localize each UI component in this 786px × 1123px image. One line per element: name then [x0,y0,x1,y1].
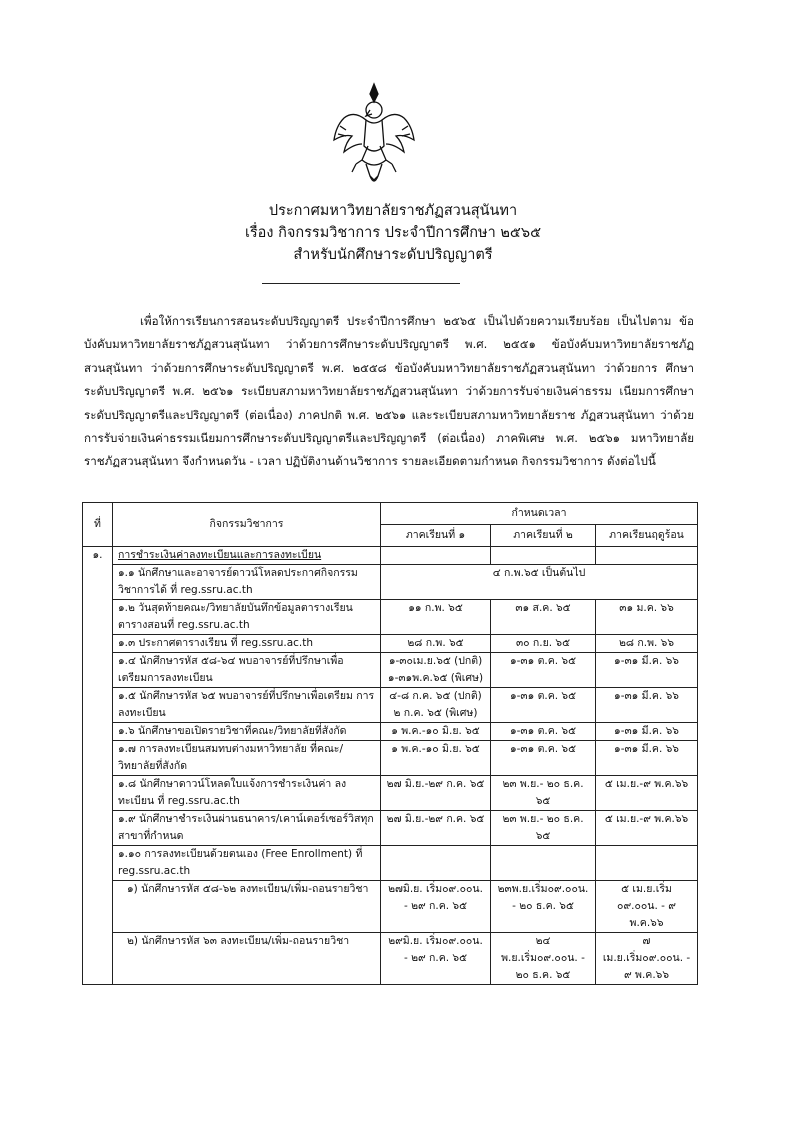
table-row [83,653,698,688]
merged-date-cell: ๔ ก.พ.๖๕ เป็นต้นไป [381,565,698,600]
table-row [83,600,698,635]
col-activity-header: กิจกรรมวิชาการ [113,503,381,547]
date-cell-t1 [381,846,491,881]
col-no-header: ที่ [83,503,113,547]
date-cell-t2: ๒๓ พ.ย.- ๒๐ ธ.ค. ๖๕ [491,776,596,811]
schedule-table [82,502,698,985]
table-row [83,565,698,600]
date-cell-t1: ๑-๓๐เม.ย.๖๕ (ปกติ) ๑-๓๑พ.ค.๖๕ (พิเศษ) [381,653,491,688]
activity-cell: ๑.๕ นักศึกษารหัส ๖๕ พบอาจารย์ที่ปรึกษาเพื่อเตรียม การลงทะเบียน [113,688,381,723]
announcement-subject: เรื่อง กิจกรรมวิชาการ ประจำปีการศึกษา ๒๕๖๕ [244,225,542,241]
date-cell-t1: ๒๘ ก.พ. ๖๕ [381,635,491,653]
date-cell-t1: ๑ พ.ค.-๑๐ มิ.ย. ๖๕ [381,723,491,741]
date-cell-t1: ๔-๘ ก.ค. ๖๕ (ปกติ) ๒ ก.ค. ๖๕ (พิเศษ) [381,688,491,723]
table-row [83,811,698,846]
activity-cell: ๑) นักศึกษารหัส ๕๘-๖๒ ลงทะเบียน/เพิ่ม-ถอนรายวิชา [113,881,381,933]
section-number: ๑. [83,547,113,985]
date-cell-t3: ๕ เม.ย.-๙ พ.ค.๖๖ [596,776,698,811]
activity-cell: ๑.๖ นักศึกษาขอเปิดรายวิชาที่คณะ/วิทยาลัยที่สังกัด [113,723,381,741]
date-cell-t2: ๒๓ พ.ย.- ๒๐ ธ.ค. ๖๕ [491,811,596,846]
date-cell-t1: ๑ พ.ค.-๑๐ มิ.ย. ๖๕ [381,741,491,776]
date-cell-t3: ๑-๓๑ มี.ค. ๖๖ [596,741,698,776]
col-term2-header: ภาคเรียนที่ ๒ [491,525,596,547]
date-cell-t2: ๑-๓๑ ต.ค. ๖๕ [491,723,596,741]
table-row [83,723,698,741]
date-cell-t1: ๒๗มิ.ย. เริ่ม๐๙.๐๐น. - ๒๙ ก.ค. ๖๕ [381,881,491,933]
date-cell-t1: ๒๗ มิ.ย.-๒๙ ก.ค. ๖๕ [381,776,491,811]
activity-cell: ๑.๙ นักศึกษาชำระเงินผ่านธนาคาร/เคาน์เตอร์เซอร์วิสทุก สาขาที่กำหนด [113,811,381,846]
table-row [83,881,698,933]
date-cell-t3: ๕ เม.ย.เริ่ม ๐๙.๐๐น. - ๙ พ.ค.๖๖ [596,881,698,933]
activity-cell: ๑.๒ วันสุดท้ายคณะ/วิทยาลัยบันทึกข้อมูลตารางเรียน ตารางสอนที่ reg.ssru.ac.th [113,600,381,635]
section-title [113,547,381,565]
date-cell-t3: ๗ เม.ย.เริ่ม๐๙.๐๐น. - ๙ พ.ค.๖๖ [596,933,698,985]
date-cell-t1: ๒๙มิ.ย. เริ่ม๐๙.๐๐น. - ๒๙ ก.ค. ๖๕ [381,933,491,985]
table-row [83,635,698,653]
section-title-text: การชำระเงินค่าลงทะเบียนและการลงทะเบียน [118,549,322,561]
table-row [83,933,698,985]
table-row [83,776,698,811]
intro-paragraph: เพื่อให้การเรียนการสอนระดับปริญญาตรี ประจำปีการศึกษา ๒๕๖๕ เป็นไปด้วยความเรียบร้อย เป็นไปตาม ข้อบังคับมหาวิทยาลัยราชภัฏสวนสุนันทา ว่าด้วยการศึกษาระดับปริญญาตรี พ.ศ. ๒๕๕๑ ข้อบังคับมหาวิทยาลัยราชภัฏ สวนสุนันทา ว่าด้วยการศึกษาระดับปริญญาตรี พ.ศ. ๒๕๕๘ ข้อบังคับมหาวิทยาลัยราชภัฏสวนสุนันทา ว่าด้วยการ ศึกษาระดับปริญญาตรี พ.ศ. ๒๕๖๑ ระเบียบสภามหาวิทยาลัยราชภัฏสวนสุนันทา ว่าด้วยการรับจ่ายเงินค่าธรรม เนียมการศึกษาระดับปริญญาตรีและปริญญาตรี (ต่อเนื่อง) ภาคปกติ พ.ศ. ๒๕๖๑ และระเบียบสภามหาวิทยาลัยราช ภัฏสวนสุนันทา ว่าด้วยการรับจ่ายเงินค่าธรรมเนียมการศึกษาระดับปริญญาตรีและปริญญาตรี (ต่อเนื่อง) ภาคพิเศษ พ.ศ. ๒๕๖๑ มหาวิทยาลัยราชภัฏสวนสุนันทา จึงกำหนดวัน - เวลา ปฏิบัติงานด้านวิชาการ รายละเอียดตามกำหนด กิจกรรมวิชาการ ดังต่อไปนี้ [84,314,694,469]
date-cell-t3: ๑-๓๑ มี.ค. ๖๖ [596,653,698,688]
col-summer-header: ภาคเรียนฤดูร้อน [596,525,698,547]
announcement-audience: สำหรับนักศึกษาระดับปริญญาตรี [293,247,493,263]
date-cell-t2: ๓๑ ส.ค. ๖๕ [491,600,596,635]
col-term1-header: ภาคเรียนที่ ๑ [381,525,491,547]
date-cell-t1: ๒๗ มิ.ย.-๒๙ ก.ค. ๖๕ [381,811,491,846]
announcement-title: ประกาศมหาวิทยาลัยราชภัฏสวนสุนันทา [268,203,518,219]
date-cell-t2: ๑-๓๑ ต.ค. ๖๕ [491,741,596,776]
date-cell-t3 [596,846,698,881]
date-cell-t2: ๑-๓๑ ต.ค. ๖๕ [491,653,596,688]
activity-cell: ๑.๑๐ การลงทะเบียนด้วยตนเอง (Free Enrollment) ที่ reg.ssru.ac.th [113,846,381,881]
activity-cell: ๑.๑ นักศึกษาและอาจารย์ดาวน์โหลดประกาศกิจกรรม วิชาการได้ ที่ reg.ssru.ac.th [113,565,381,600]
date-cell-t3: ๑-๓๑ มี.ค. ๖๖ [596,723,698,741]
garuda-emblem [326,80,422,190]
table-row [83,846,698,881]
table-row [83,688,698,723]
date-cell-t2: ๓๐ ก.ย. ๖๕ [491,635,596,653]
title-divider [262,283,460,284]
activity-cell: ๑.๓ ประกาศตารางเรียน ที่ reg.ssru.ac.th [113,635,381,653]
date-cell-t3: ๕ เม.ย.-๙ พ.ค.๖๖ [596,811,698,846]
activity-cell: ๑.๘ นักศึกษาดาวน์โหลดใบแจ้งการชำระเงินค่า ลงทะเบียน ที่ reg.ssru.ac.th [113,776,381,811]
date-cell-t3: ๑-๓๑ มี.ค. ๖๖ [596,688,698,723]
activity-cell: ๑.๗ การลงทะเบียนสมทบต่างมหาวิทยาลัย ที่คณะ/ วิทยาลัยที่สังกัด [113,741,381,776]
activity-cell: ๑.๔ นักศึกษารหัส ๕๘-๖๔ พบอาจารย์ที่ปรึกษาเพื่อ เตรียมการลงทะเบียน [113,653,381,688]
date-cell-t2: ๒๔ พ.ย.เริ่ม๐๙.๐๐น. - ๒๐ ธ.ค. ๖๕ [491,933,596,985]
date-cell-t2: ๒๓พ.ย.เริ่ม๐๙.๐๐น. - ๒๐ ธ.ค. ๖๕ [491,881,596,933]
date-cell-t3: ๒๘ ก.พ. ๖๖ [596,635,698,653]
date-cell-t1: ๑๑ ก.พ. ๖๕ [381,600,491,635]
date-cell-t2: ๑-๓๑ ต.ค. ๖๕ [491,688,596,723]
table-row [83,741,698,776]
col-schedule-header: กำหนดเวลา [381,503,698,525]
activity-cell: ๒) นักศึกษารหัส ๖๓ ลงทะเบียน/เพิ่ม-ถอนรายวิชา [113,933,381,985]
date-cell-t2 [491,846,596,881]
date-cell-t3: ๓๑ ม.ค. ๖๖ [596,600,698,635]
